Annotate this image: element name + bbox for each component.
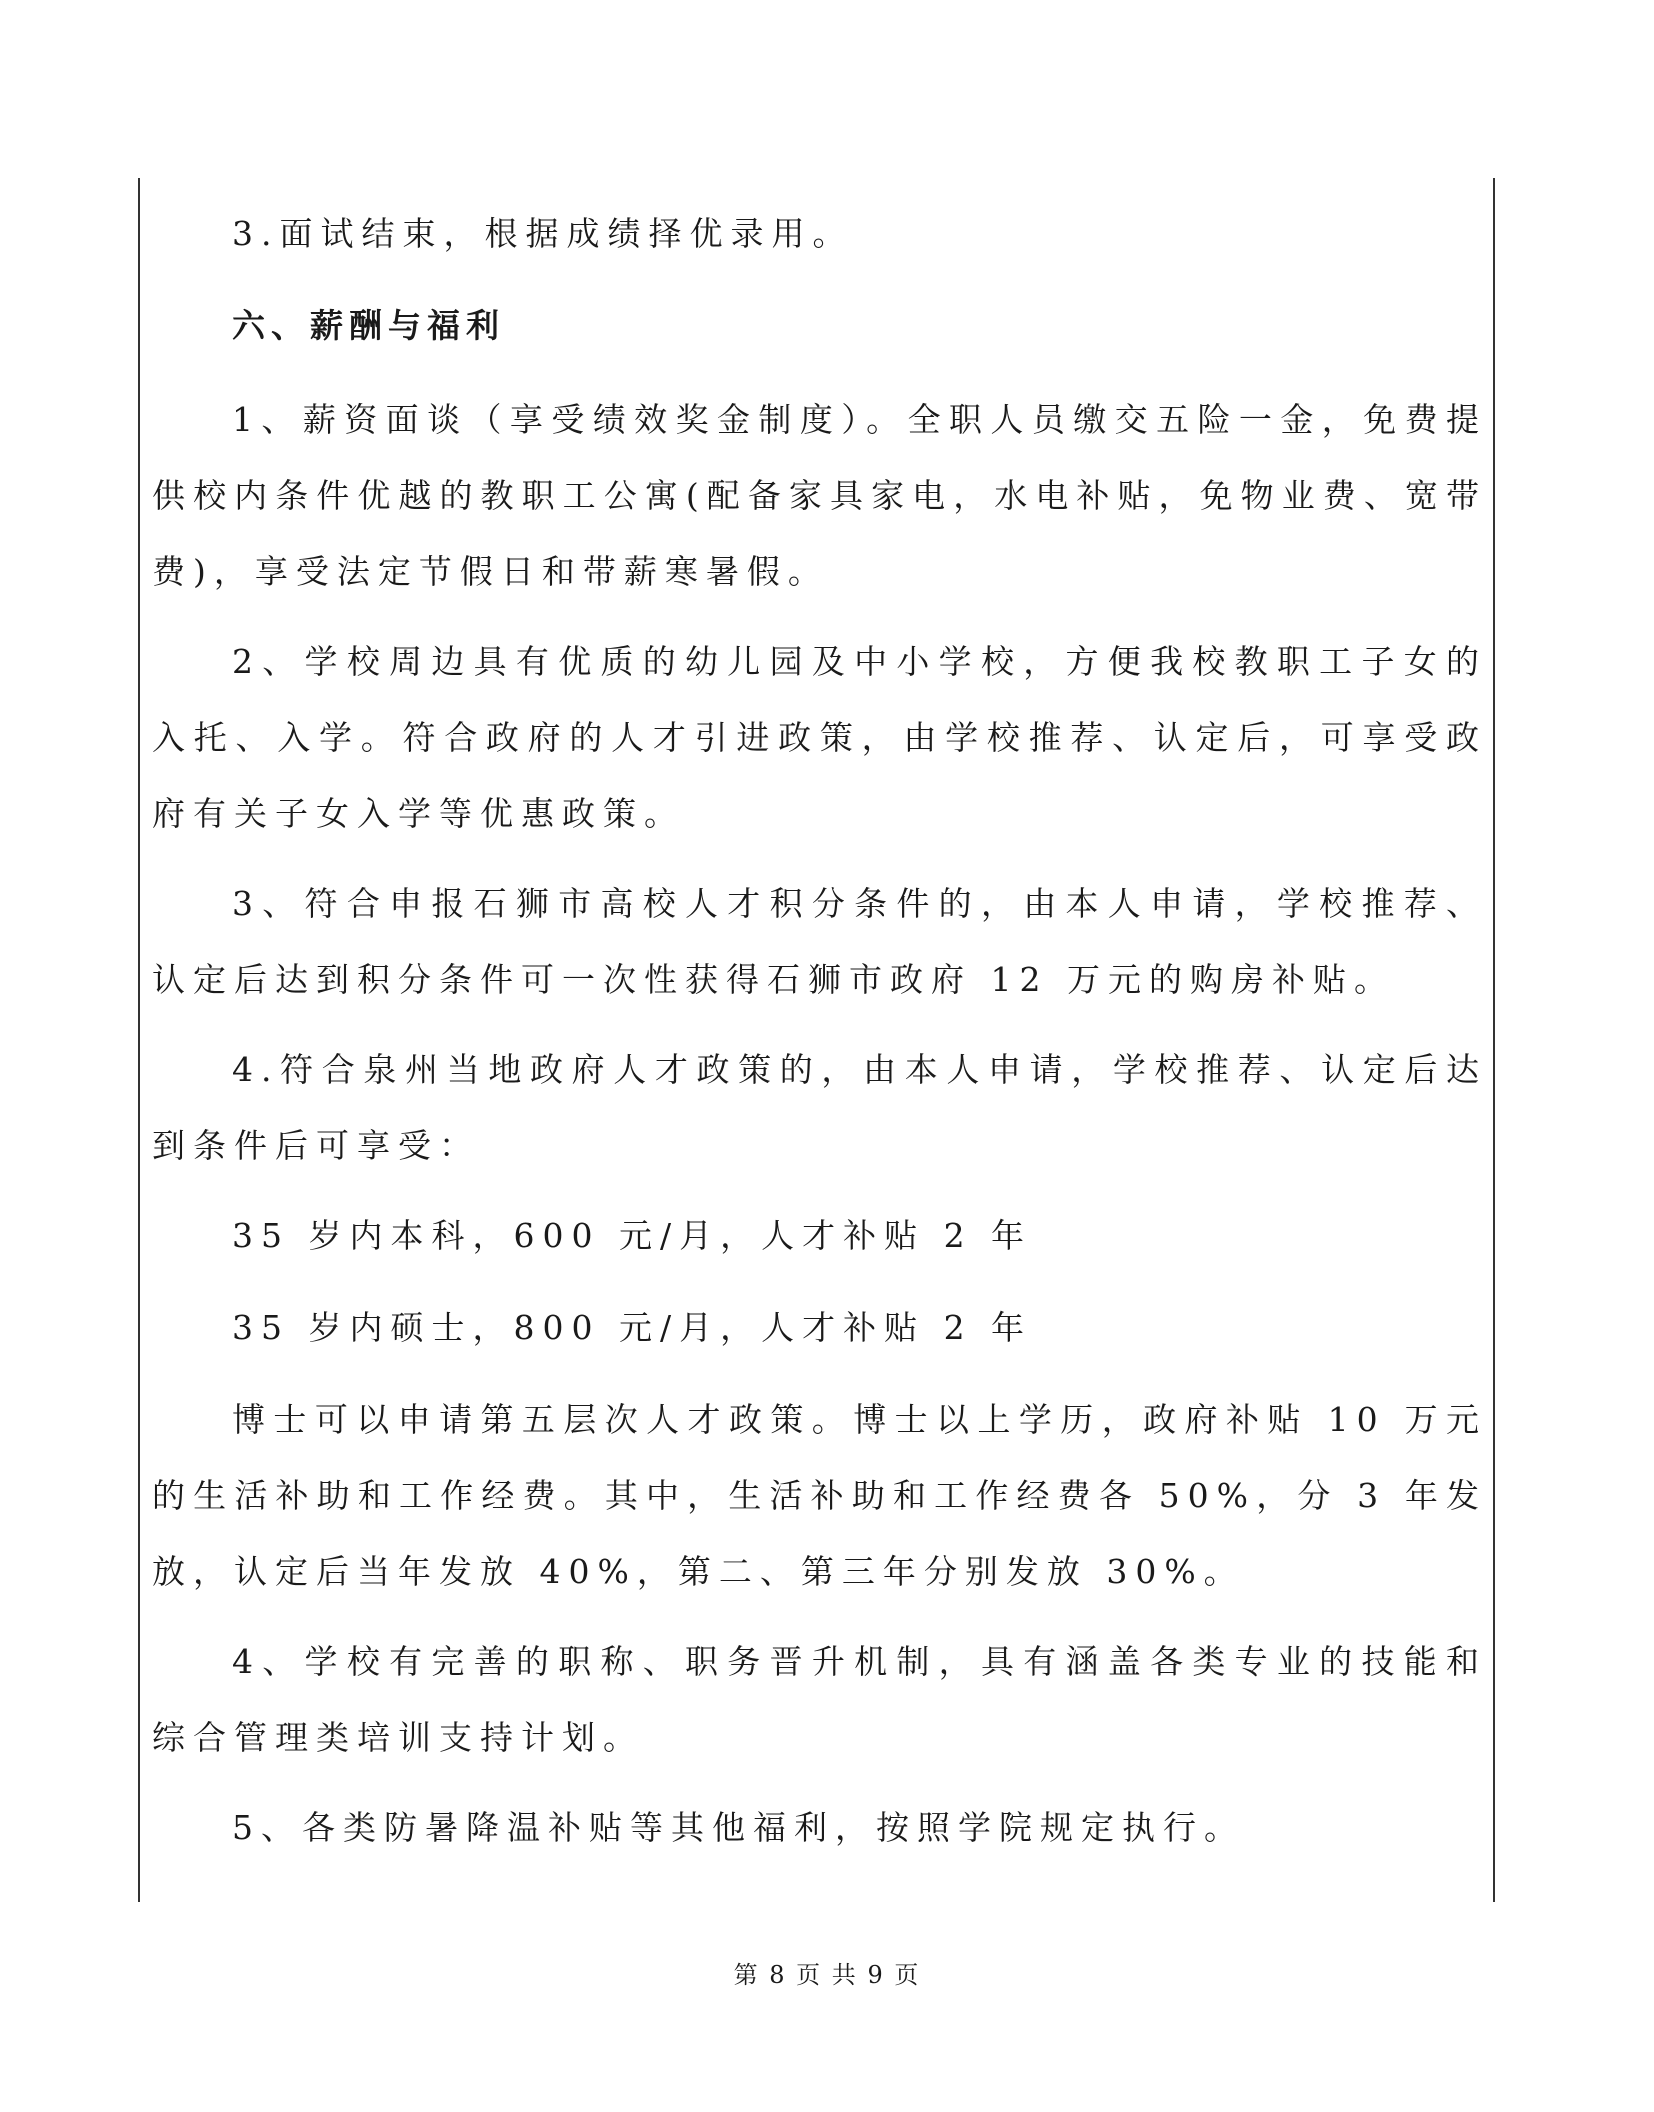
paragraph-benefit-1: 1、薪资面谈（享受绩效奖金制度）。全职人员缴交五险一金，免费提供校内条件优越的教职工公寓(配备家具家电，水电补贴，免物业费、宽带费)，享受法定节假日和带薪寒暑假。 bbox=[152, 400, 1487, 591]
right-border-line bbox=[1493, 178, 1495, 1902]
paragraph-promotion-training: 4、学校有完善的职称、职务晋升机制，具有涵盖各类专业的技能和综合管理类培训支持计划。 bbox=[152, 1642, 1487, 1757]
page-number-footer: 第 8 页 共 9 页 bbox=[733, 1961, 921, 1989]
section-heading-salary-benefits: 六、薪酬与福利 bbox=[232, 306, 505, 345]
paragraph-master-subsidy: 35 岁内硕士，800 元/月，人才补贴 2 年 bbox=[232, 1308, 1033, 1347]
paragraph-other-benefits: 5、各类防暑降温补贴等其他福利，按照学院规定执行。 bbox=[232, 1808, 1245, 1847]
document-body bbox=[152, 196, 1487, 1882]
paragraph-benefit-3: 3、符合申报石狮市高校人才积分条件的，由本人申请，学校推荐、认定后达到积分条件可一次性获得石狮市政府 12 万元的购房补贴。 bbox=[152, 884, 1487, 999]
paragraph-benefit-4: 4.符合泉州当地政府人才政策的，由本人申请，学校推荐、认定后达到条件后可享受： bbox=[152, 1050, 1487, 1165]
paragraph-doctor-subsidy: 博士可以申请第五层次人才政策。博士以上学历，政府补贴 10 万元的生活补助和工作经费。其中，生活补助和工作经费各 50%，分 3 年发放，认定后当年发放 40%，第二、第三年分别发放 30%。 bbox=[152, 1400, 1487, 1591]
paragraph-bachelor-subsidy: 35 岁内本科，600 元/月，人才补贴 2 年 bbox=[232, 1216, 1033, 1255]
paragraph-benefit-2: 2、学校周边具有优质的幼儿园及中小学校，方便我校教职工子女的入托、入学。符合政府的人才引进政策，由学校推荐、认定后，可享受政府有关子女入学等优惠政策。 bbox=[152, 642, 1487, 833]
left-border-line bbox=[138, 178, 140, 1902]
paragraph-interview-result: 3.面试结束，根据成绩择优录用。 bbox=[232, 214, 854, 253]
